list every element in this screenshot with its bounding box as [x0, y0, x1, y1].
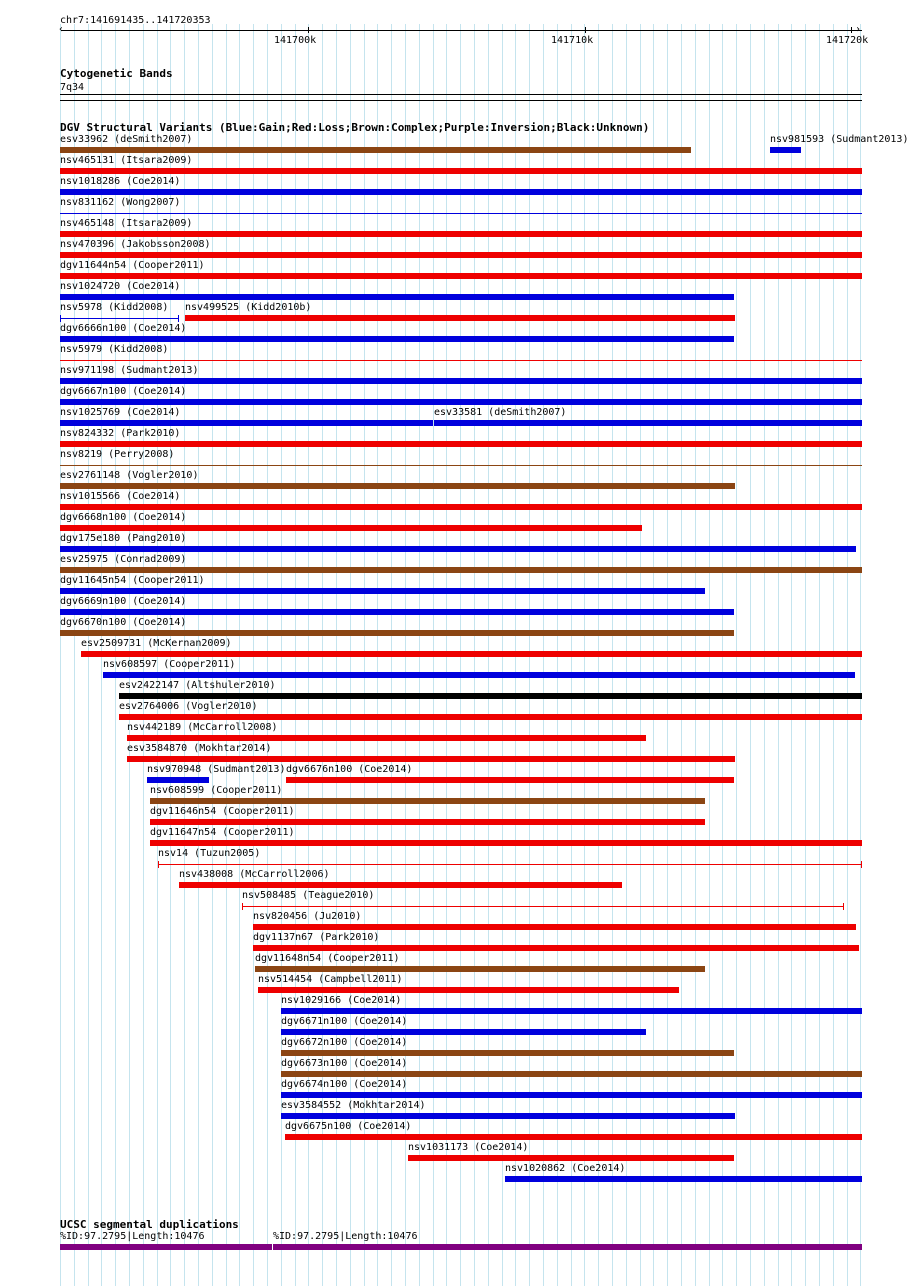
ruler-left-arrow: ‹	[58, 24, 65, 35]
segdup-bar[interactable]	[273, 1244, 862, 1250]
variant-bar[interactable]	[255, 966, 705, 972]
variant-bar[interactable]	[185, 315, 735, 321]
variant-bar-end-tick	[178, 315, 179, 322]
variant-label[interactable]: esv3584552 (Mokhtar2014)	[281, 1100, 426, 1111]
variant-bar[interactable]	[81, 651, 862, 657]
variant-bar[interactable]	[127, 735, 646, 741]
variant-label[interactable]: nsv14 (Tuzun2005)	[158, 848, 261, 859]
ruler-tick-major	[585, 27, 586, 33]
ruler-tick-major	[308, 27, 309, 33]
variant-label[interactable]: nsv971198 (Sudmant2013)	[60, 365, 199, 376]
variant-bar[interactable]	[60, 294, 734, 300]
variant-bar[interactable]	[60, 609, 734, 615]
variant-bar[interactable]	[60, 420, 433, 426]
variant-bar[interactable]	[60, 504, 862, 510]
variant-bar[interactable]	[285, 1134, 862, 1140]
variant-bar[interactable]	[60, 189, 862, 195]
variant-bar[interactable]	[408, 1155, 734, 1161]
variant-bar[interactable]	[253, 945, 859, 951]
variant-bar[interactable]	[60, 525, 642, 531]
variant-bar[interactable]	[286, 777, 734, 783]
variant-label[interactable]: nsv1020862 (Coe2014)	[505, 1163, 626, 1174]
variant-label[interactable]: nsv465131 (Itsara2009)	[60, 155, 193, 166]
variant-label[interactable]: nsv438008 (McCarroll2006)	[179, 869, 330, 880]
variant-label[interactable]: dgv6671n100 (Coe2014)	[281, 1016, 408, 1027]
variant-label[interactable]: esv25975 (Conrad2009)	[60, 554, 187, 565]
variant-label[interactable]: dgv11646n54 (Cooper2011)	[150, 806, 295, 817]
variant-bar[interactable]	[281, 1008, 862, 1014]
variant-label[interactable]: nsv508485 (Teague2010)	[242, 890, 375, 901]
variant-bar[interactable]	[150, 819, 705, 825]
variant-label[interactable]: nsv442189 (McCarroll2008)	[127, 722, 278, 733]
variant-label[interactable]: esv3584870 (Mokhtar2014)	[127, 743, 272, 754]
variant-bar[interactable]	[179, 882, 622, 888]
variant-bar[interactable]	[281, 1050, 734, 1056]
variant-label[interactable]: nsv465148 (Itsara2009)	[60, 218, 193, 229]
variant-bar[interactable]	[281, 1092, 862, 1098]
variant-bar[interactable]	[60, 630, 734, 636]
variant-label[interactable]: nsv824332 (Park2010)	[60, 428, 181, 439]
variant-label[interactable]: nsv608597 (Cooper2011)	[103, 659, 236, 670]
variant-label[interactable]: dgv6670n100 (Coe2014)	[60, 617, 187, 628]
variant-label[interactable]: nsv470396 (Jakobsson2008)	[60, 239, 211, 250]
ruler-axis	[61, 30, 862, 31]
variant-label[interactable]: dgv6668n100 (Coe2014)	[60, 512, 187, 523]
variant-bar[interactable]	[60, 360, 862, 361]
variant-bar[interactable]	[119, 714, 862, 720]
variant-label[interactable]: esv2422147 (Altshuler2010)	[119, 680, 276, 691]
variant-bar[interactable]	[127, 756, 735, 762]
variant-bar[interactable]	[60, 567, 862, 573]
variant-label[interactable]: nsv499525 (Kidd2010b)	[185, 302, 312, 313]
variant-label[interactable]: nsv1024720 (Coe2014)	[60, 281, 181, 292]
variant-label[interactable]: esv2509731 (McKernan2009)	[81, 638, 232, 649]
ruler-tick-label: 141710k	[551, 35, 594, 46]
variant-bar[interactable]	[60, 441, 862, 447]
variant-label[interactable]: dgv6673n100 (Coe2014)	[281, 1058, 408, 1069]
variant-label[interactable]: nsv1031173 (Coe2014)	[408, 1142, 529, 1153]
track-title-cytogenetic-bands[interactable]: Cytogenetic Bands	[60, 67, 173, 80]
variant-label[interactable]: dgv6672n100 (Coe2014)	[281, 1037, 408, 1048]
variant-label[interactable]: dgv6676n100 (Coe2014)	[286, 764, 413, 775]
variant-bar[interactable]	[60, 318, 179, 319]
variant-bar[interactable]	[505, 1176, 862, 1182]
variant-label[interactable]: nsv1029166 (Coe2014)	[281, 995, 402, 1006]
variant-label[interactable]: nsv8219 (Perry2008)	[60, 449, 175, 460]
variant-bar[interactable]	[60, 465, 862, 466]
variant-label[interactable]: dgv11647n54 (Cooper2011)	[150, 827, 295, 838]
variant-bar[interactable]	[60, 213, 862, 214]
variant-bar[interactable]	[150, 840, 862, 846]
variant-bar[interactable]	[60, 336, 734, 342]
track-separator	[60, 100, 862, 101]
cytoband-line[interactable]	[60, 94, 862, 95]
variant-bar[interactable]	[281, 1071, 862, 1077]
variant-label[interactable]: nsv1025769 (Coe2014)	[60, 407, 181, 418]
variant-label[interactable]: nsv514454 (Campbell2011)	[258, 974, 403, 985]
variant-label[interactable]: nsv608599 (Cooper2011)	[150, 785, 283, 796]
variant-label[interactable]: dgv11644n54 (Cooper2011)	[60, 260, 205, 271]
variant-label[interactable]: esv33962 (deSmith2007)	[60, 134, 193, 145]
variant-bar[interactable]	[253, 924, 856, 930]
variant-bar-end-tick	[861, 861, 862, 868]
variant-bar[interactable]	[60, 273, 862, 279]
variant-bar[interactable]	[147, 777, 209, 783]
track-title-segmental-duplications[interactable]: UCSC segmental duplications	[60, 1218, 239, 1231]
variant-label[interactable]: dgv1137n67 (Park2010)	[253, 932, 380, 943]
ruler-tick-label: 141700k	[274, 35, 317, 46]
variant-bar[interactable]	[150, 798, 705, 804]
ruler-right-arrow: ›	[855, 24, 862, 35]
variant-label[interactable]: nsv981593 (Sudmant2013)	[770, 134, 908, 145]
variant-bar-end-tick	[158, 861, 159, 868]
variant-label[interactable]: dgv6669n100 (Coe2014)	[60, 596, 187, 607]
variant-label[interactable]: dgv11648n54 (Cooper2011)	[255, 953, 400, 964]
cytoband-label[interactable]: 7q34	[60, 82, 85, 93]
variant-bar[interactable]	[60, 399, 862, 405]
variant-bar[interactable]	[60, 483, 735, 489]
variant-label[interactable]: nsv5978 (Kidd2008)	[60, 302, 169, 313]
variant-bar-end-tick	[242, 903, 243, 910]
variant-label[interactable]: dgv11645n54 (Cooper2011)	[60, 575, 205, 586]
variant-label[interactable]: nsv820456 (Ju2010)	[253, 911, 362, 922]
variant-label[interactable]: nsv5979 (Kidd2008)	[60, 344, 169, 355]
ruler-tick-major	[851, 27, 852, 33]
variant-bar[interactable]	[158, 864, 862, 865]
variant-bar[interactable]	[434, 420, 862, 426]
variant-bar[interactable]	[258, 987, 679, 993]
variant-bar[interactable]	[60, 231, 862, 237]
variant-label[interactable]: esv2764006 (Vogler2010)	[119, 701, 258, 712]
variant-label[interactable]: dgv6666n100 (Coe2014)	[60, 323, 187, 334]
variant-label[interactable]: nsv970948 (Sudmant2013)	[147, 764, 286, 775]
segdup-label[interactable]: %ID:97.2795|Length:10476	[60, 1231, 205, 1242]
variant-label[interactable]: esv33581 (deSmith2007)	[434, 407, 567, 418]
variant-bar-end-tick	[60, 315, 61, 322]
variant-bar[interactable]	[770, 147, 801, 153]
track-title-dgv-structural-variants[interactable]: DGV Structural Variants (Blue:Gain;Red:Loss;Brown:Complex;Purple:Inversion;Black:Unknown)	[60, 121, 650, 134]
variant-bar[interactable]	[119, 693, 862, 699]
variant-bar[interactable]	[281, 1113, 735, 1119]
variant-label[interactable]: nsv1015566 (Coe2014)	[60, 491, 181, 502]
variant-label[interactable]: nsv831162 (Wong2007)	[60, 197, 181, 208]
ruler-tick-label: 141720k	[826, 35, 869, 46]
variant-bar[interactable]	[60, 252, 862, 258]
variant-bar[interactable]	[60, 147, 691, 153]
variant-label[interactable]: nsv1018286 (Coe2014)	[60, 176, 181, 187]
variant-label[interactable]: dgv6675n100 (Coe2014)	[285, 1121, 412, 1132]
variant-label[interactable]: dgv6674n100 (Coe2014)	[281, 1079, 408, 1090]
variant-bar[interactable]	[242, 906, 844, 907]
variant-bar[interactable]	[60, 588, 705, 594]
segdup-bar[interactable]	[60, 1244, 272, 1250]
variant-label[interactable]: dgv6667n100 (Coe2014)	[60, 386, 187, 397]
segdup-label[interactable]: %ID:97.2795|Length:10476	[273, 1231, 418, 1242]
variant-bar[interactable]	[60, 546, 856, 552]
variant-bar[interactable]	[103, 672, 855, 678]
ruler-position: chr7:141691435..141720353	[60, 15, 211, 26]
variant-label[interactable]: dgv175e180 (Pang2010)	[60, 533, 187, 544]
variant-bar[interactable]	[281, 1029, 646, 1035]
variant-bar-end-tick	[843, 903, 844, 910]
variant-bar[interactable]	[60, 168, 862, 174]
variant-bar[interactable]	[60, 378, 862, 384]
variant-label[interactable]: esv2761148 (Vogler2010)	[60, 470, 199, 481]
